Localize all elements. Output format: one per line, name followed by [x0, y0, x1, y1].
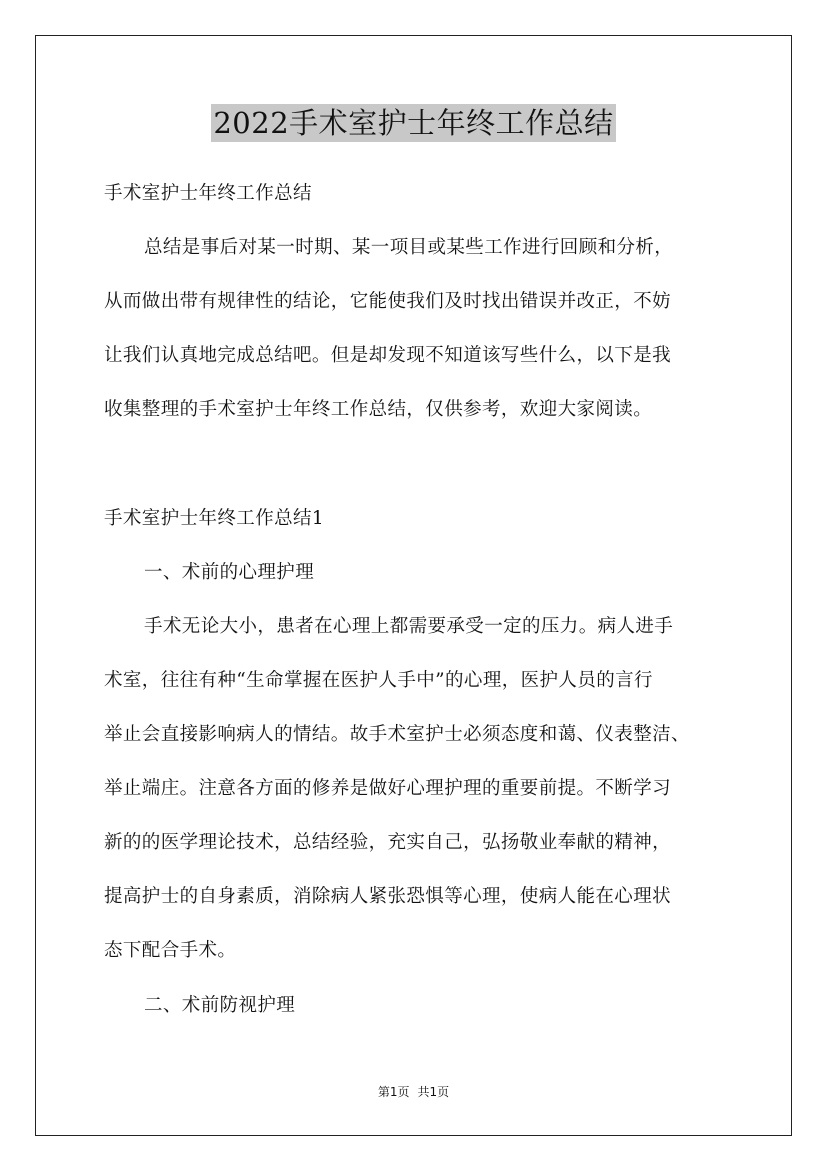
page-footer [0, 1084, 827, 1100]
page-number: 第1页 [377, 1085, 410, 1099]
body-line: 态下配合手术。 [104, 940, 237, 961]
document-subtitle: 手术室护士年终工作总结 [104, 183, 312, 204]
body-line: 举止会直接影响病人的情结。故手术室护士必须态度和蔼、仪表整洁、 [104, 724, 690, 745]
intro-line: 总结是事后对某一时期、某一项目或某些工作进行回顾和分析， [144, 237, 674, 258]
title-container [0, 104, 827, 142]
intro-line: 让我们认真地完成总结吧。但是却发现不知道该写些什么，以下是我 [104, 345, 672, 366]
intro-line: 收集整理的手术室护士年终工作总结，仅供参考，欢迎大家阅读。 [104, 399, 653, 420]
intro-line: 从而做出带有规律性的结论，它能使我们及时找出错误并改正，不妨 [104, 291, 672, 312]
body-line: 提高护士的自身素质，消除病人紧张恐惧等心理，使病人能在心理状 [104, 886, 672, 907]
body-line: 新的的医学理论技术，总结经验，充实自己，弘扬敬业奉献的精神， [104, 832, 672, 853]
page-total: 共1页 [417, 1085, 450, 1099]
body-line: 术室，往往有种“生命掌握在医护人手中”的心理，医护人员的言行 [104, 670, 653, 691]
document-title: 2022手术室护士年终工作总结 [213, 106, 614, 140]
section-heading: 手术室护士年终工作总结1 [104, 508, 325, 529]
body-line: 手术无论大小，患者在心理上都需要承受一定的压力。病人进手 [144, 616, 674, 637]
body-line: 举止端庄。注意各方面的修养是做好心理护理的重要前提。不断学习 [104, 778, 672, 799]
part-heading: 二、术前防视护理 [144, 995, 296, 1016]
part-heading: 一、术前的心理护理 [144, 562, 315, 583]
